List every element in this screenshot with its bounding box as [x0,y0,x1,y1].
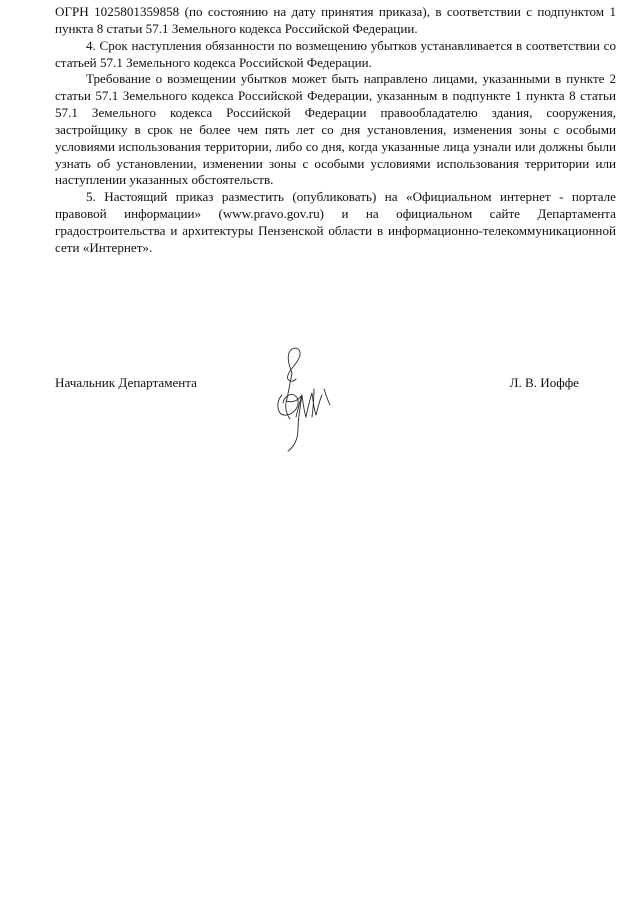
paragraph-item-5: 5. Настоящий приказ разместить (опубликовать) на «Официальном интернет - портале правовой информации» (www.pravo.gov.ru) и на официальном сайте Департамента градостроительства и архитектуры Пензенской области в информационно-телекоммуникационной сети «Интернет». [55,189,616,255]
signer-name: Л. В. Иоффе [509,375,579,390]
paragraph-ogrn: ОГРН 1025801359858 (по состоянию на дату принятия приказа), в соответствии с подпунктом 1 пункта 8 статьи 57.1 Земельного кодекса Российской Федерации. [55,4,616,36]
paragraph-damages-claim: Требование о возмещении убытков может быть направлено лицами, указанными в пункте 2 статьи 57.1 Земельного кодекса Российской Федерации, указанным в подпункте 1 пункта 8 статьи 57.1 Земельного кодекса Российской Федерации правообладателю здания, сооружения, застройщику в срок не более чем пять лет со дня установления, изменения зоны с особыми условиями использования территории, либо со дня, когда указанные лица узнали или должны были узнать об установлении, изменении зоны с особыми условиями использования территории или наступлении указанных обстоятельств. [55,71,616,188]
signer-title: Начальник Департамента [55,375,197,390]
paragraph-item-4: 4. Срок наступления обязанности по возмещению убытков устанавливается в соответствии со статьей 57.1 Земельного кодекса Российской Федерации. [55,37,616,70]
handwritten-signature [252,343,364,455]
document-body [55,4,616,257]
